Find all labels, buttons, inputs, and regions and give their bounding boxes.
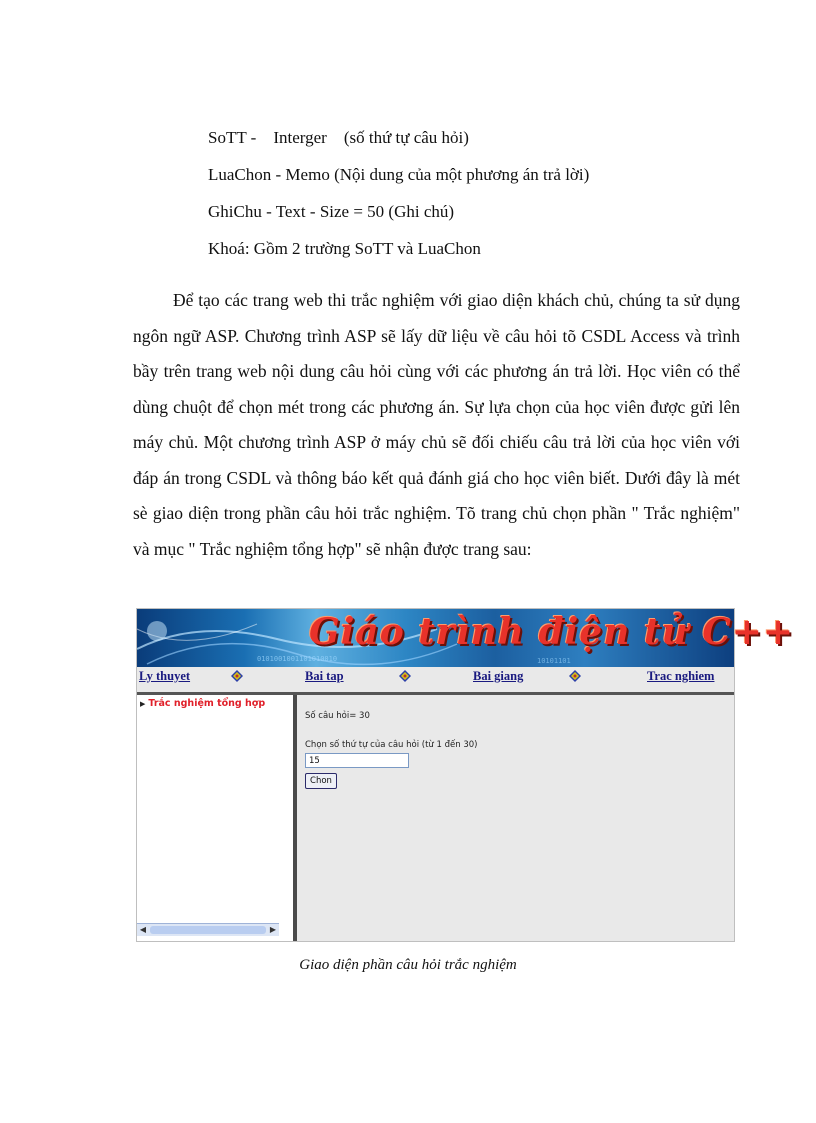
scroll-left-icon[interactable]: ◀ bbox=[139, 925, 147, 934]
field-list bbox=[208, 124, 589, 272]
nav-bai-giang[interactable]: Bai giang bbox=[473, 669, 524, 683]
banner bbox=[137, 609, 795, 667]
field-khoa: Khoá: Gồm 2 trường SoTT và LuaChon bbox=[208, 239, 481, 258]
embedded-screenshot bbox=[136, 608, 795, 942]
body-paragraph: Để tạo các trang web thi trắc nghiệm với giao diện khách chủ, chúng ta sử dụng ngôn ngữ ASP. Chương trình ASP sẽ lấy dữ liệu về câu hỏi tõ CSDL Access và trình bầy trên trang web nội dung câu hỏi cùng với các phương án trả lời. Học viên có thể dùng chuột để chọn mét trong các phương án. Sự lựa chọn của học viên được gửi lên máy chủ. Một chương trình ASP ở máy chủ sẽ đối chiếu câu trả lời của học viên với đáp án trong CSDL và thông báo kết quả đánh giá cho học viên biết. Dưới đây là mét sè giao diện trong phần câu hỏi trắc nghiệm. Tõ trang chủ chọn phần " Trắc nghiệm" và mục " Trắc nghiệm tổng hợp" sẽ nhận được trang sau: bbox=[133, 290, 740, 559]
scroll-right-icon[interactable]: ▶ bbox=[269, 925, 277, 934]
horizontal-scrollbar[interactable] bbox=[137, 923, 279, 936]
tree-item-trac-nghiem[interactable] bbox=[140, 698, 265, 709]
nav-diamond-icon bbox=[231, 670, 243, 682]
nav-diamond-icon bbox=[399, 670, 411, 682]
nav-ly-thuyet[interactable]: Ly thuyet bbox=[139, 669, 191, 683]
left-frame bbox=[137, 695, 293, 941]
question-prompt: Chọn số thứ tự của câu hỏi (từ 1 đến 30) bbox=[305, 740, 478, 750]
figure-caption: Giao diện phần câu hỏi trắc nghiệm bbox=[299, 957, 517, 973]
question-count: Số câu hỏi= 30 bbox=[305, 711, 370, 721]
tree-arrow-icon: ▶ bbox=[140, 700, 146, 708]
field-ghichu: GhiChu - Text - Size = 50 (Ghi chú) bbox=[208, 202, 455, 221]
banner-title: Giáo trình điện tử C++ bbox=[309, 611, 795, 653]
question-number-input[interactable]: 15 bbox=[305, 753, 409, 768]
svg-text:10101101: 10101101 bbox=[537, 657, 571, 665]
nav-diamond-icon bbox=[569, 670, 581, 682]
svg-text:0101001001101010010: 0101001001101010010 bbox=[257, 655, 338, 663]
nav-trac-nghiem[interactable]: Trac nghiem bbox=[647, 669, 715, 683]
field-sott: SoTT - Interger (số thứ tự câu hỏi) bbox=[208, 128, 469, 147]
field-luachon: LuaChon - Memo (Nội dung của một phương án trả lời) bbox=[208, 165, 590, 184]
chon-button[interactable]: Chon bbox=[305, 773, 337, 789]
scroll-thumb[interactable] bbox=[150, 926, 266, 934]
nav-bai-tap[interactable]: Bai tap bbox=[305, 669, 344, 683]
nav-bar bbox=[137, 667, 734, 693]
right-frame bbox=[297, 695, 734, 941]
tree-item-label: Trắc nghiệm tổng hợp bbox=[148, 698, 266, 709]
